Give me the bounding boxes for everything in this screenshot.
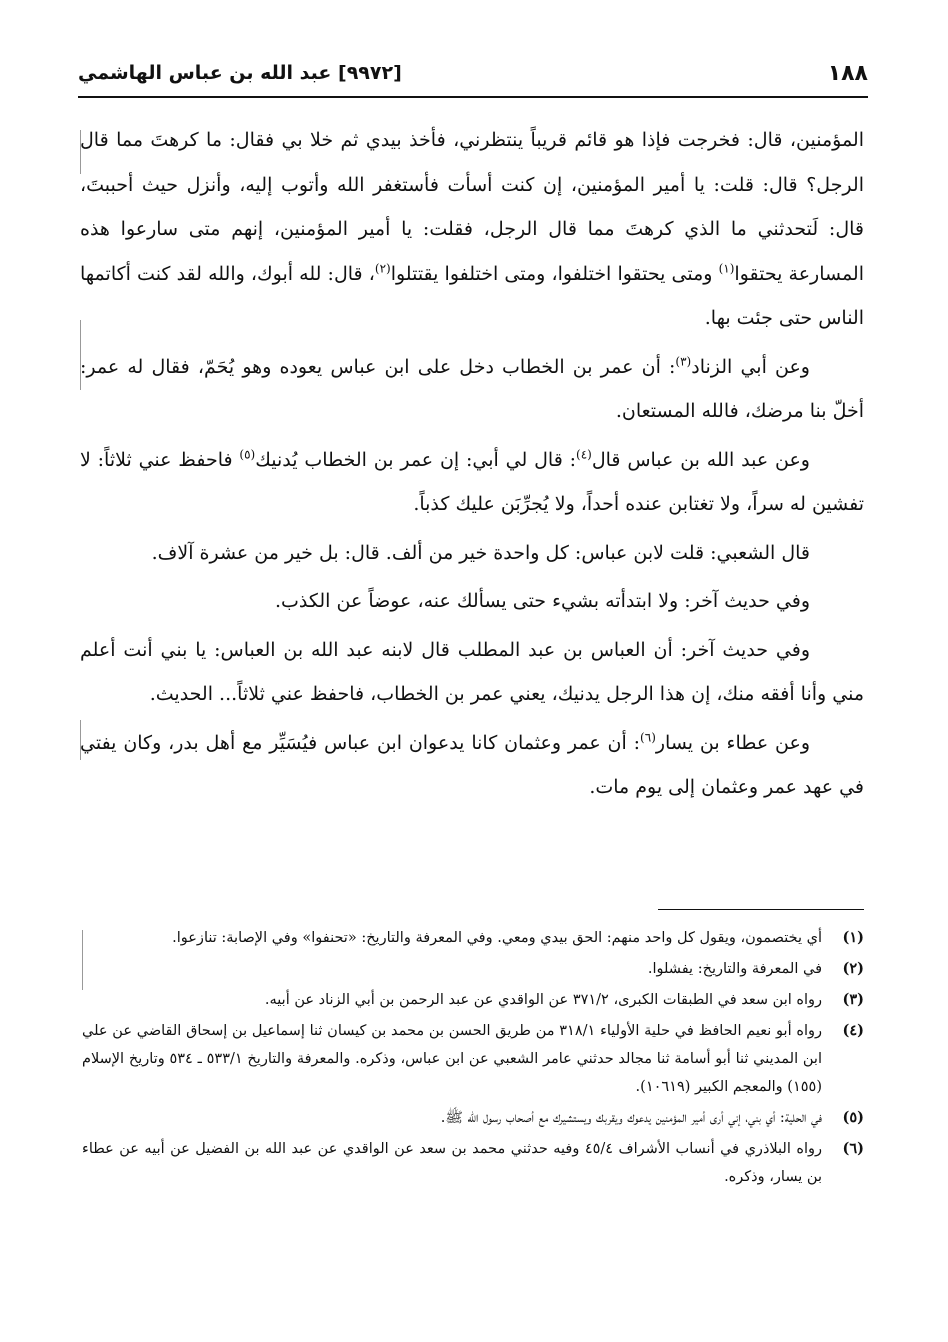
- footnote-ref-4: (٤): [576, 447, 592, 462]
- footnotes: [82, 924, 864, 1194]
- footnote-text: رواه أبو نعيم الحافظ في حلية الأولياء ٣١٨/١ من طريق الحسن بن محمد بن كيسان ثنا إسماعيل بن إسحاق القاضي عن علي ابن المديني ثنا أبو أسامة ثنا مجالد حدثني عامر الشعبي عن ابن عباس، وذكره. والمعرفة والتاريخ ٥٣٣/١ ـ ٥٣٤ وتاريخ الإسلام (١٥٥) والمعجم الكبير (١٠٦١٩).: [82, 1023, 822, 1095]
- footnote-1: [82, 924, 864, 952]
- footnote-text: أي يختصمون، ويقول كل واحد منهم: الحق بيدي ومعي. وفي المعرفة والتاريخ: «تحنفوا» وفي الإصابة: تنازعوا.: [172, 930, 822, 946]
- footnote-ref-2: (٢): [374, 261, 391, 276]
- paragraph-1-text-c: ، قال: لله أبوك، والله لقد كنت أكاتمها الناس حتى جئت بها.: [80, 262, 864, 329]
- paragraph-7: [80, 721, 864, 810]
- footnote-number: (٤): [842, 1022, 864, 1039]
- paragraph-1: [80, 118, 864, 341]
- running-title: [٩٩٧٢] عبد الله بن عباس الهاشمي: [78, 62, 402, 84]
- footnote-4: [82, 1017, 864, 1101]
- footnote-text: رواه البلاذري في أنساب الأشراف ٤٥/٤ وفيه حدثني محمد بن سعد عن الواقدي عن عبد الله بن الفضيل عن أبيه عن عطاء بن يسار، وذكره.: [82, 1141, 822, 1185]
- paragraph-6: وفي حديث آخر: أن العباس بن عبد المطلب قال لابنه عبد الله بن العباس: يا بني أنت أعلم مني وأنا أفقه منك، إن هذا الرجل يدنيك، يعني عمر بن الخطاب، فاحفظ عني ثلاثاً... الحديث.: [80, 638, 864, 705]
- paragraph-2-text-b: : أن عمر بن الخطاب دخل على ابن عباس يعوده وهو يُحَمّ، فقال له عمر: أخلّ بنا مرضك، فالله المستعان.: [80, 355, 864, 422]
- paragraph-7-text-a: وعن عطاء بن يسار: [655, 731, 810, 754]
- footnote-ref-1: (١): [718, 261, 735, 276]
- footnote-number: (٥): [842, 1109, 864, 1126]
- footnote-text: في المعرفة والتاريخ: يفشلوا.: [647, 961, 822, 977]
- scan-margin-line: [80, 720, 81, 760]
- scan-margin-line: [80, 320, 81, 390]
- page-number: ١٨٨: [827, 60, 868, 86]
- scan-margin-line: [82, 930, 83, 990]
- footnote-ref-6: (٦): [640, 730, 656, 745]
- footnote-separator: [658, 909, 864, 910]
- paragraph-2: [80, 345, 864, 434]
- footnote-number: (٦): [842, 1140, 864, 1157]
- footnote-5: [82, 1104, 864, 1132]
- footnote-ref-5: (٥): [239, 447, 256, 462]
- page-header: [78, 55, 868, 91]
- paragraph-3: [80, 438, 864, 527]
- footnote-text: في الحلية: أي بني، إني أرى أمير المؤمنين يدعوك ويقربك ويستشيرك مع أصحاب رسول الله ﷺ.: [440, 1110, 822, 1126]
- footnote-2: [82, 955, 864, 983]
- footnote-number: (٢): [842, 960, 864, 977]
- paragraph-3-text-c: فاحفظ عني ثلاثاً: لا تفشين له سراً، ولا تغتابن عنده أحداً، ولا يُجرِّبَن عليك كذباً.: [80, 448, 864, 515]
- paragraph-4: قال الشعبي: قلت لابن عباس: كل واحدة خير من ألف. قال: بل خير من عشرة آلاف.: [151, 541, 810, 564]
- header-rule: [78, 96, 868, 98]
- footnote-number: (١): [842, 929, 864, 946]
- footnote-3: [82, 986, 864, 1014]
- footnote-6: [82, 1135, 864, 1191]
- paragraph-5: وفي حديث آخر: ولا ابتدأته بشيء حتى يسألك عنه، عوضاً عن الكذب.: [274, 590, 810, 612]
- scan-margin-line: [80, 130, 81, 174]
- footnote-text: رواه ابن سعد في الطبقات الكبرى، ٣٧١/٢ عن الواقدي عن عبد الرحمن بن أبي الزناد عن أبيه.: [264, 992, 822, 1008]
- paragraph-7-text-b: : أن عمر وعثمان كانا يدعوان ابن عباس فيُسَيِّر مع أهل بدر، وكان يفتي في عهد عمر وعثمان إلى يوم مات.: [80, 731, 864, 798]
- main-text: [80, 118, 864, 814]
- paragraph-1-text-a: المؤمنين، قال: فخرجت فإذا هو قائم قريباً ينتظرني، فأخذ بيدي ثم خلا بي فقال: ما كرهتَ مما قال الرجل؟ قال: قلت: يا أمير المؤمنين، إن كنت أسأت فأستغفر الله وأتوب إليه، وأنزل حيث أحببتَ، قال: لَتحدثني ما الذي كرهتَ مما قال الرجل، فقلت: يا أمير المؤمنين، إنهم متى سارعوا هذه المسارعة يحتقوا: [80, 129, 864, 285]
- footnote-ref-3: (٣): [675, 354, 692, 369]
- paragraph-1-text-b: ومتى يحتقوا اختلفوا، ومتى اختلفوا يقتتلوا: [390, 262, 719, 285]
- footnote-number: (٣): [842, 991, 864, 1008]
- paragraph-3-text-a: وعن عبد الله بن عباس قال: [591, 448, 810, 471]
- paragraph-2-text-a: وعن أبي الزناد: [691, 355, 810, 378]
- paragraph-3-text-b: : قال لي أبي: إن عمر بن الخطاب يُدنيك: [255, 448, 576, 471]
